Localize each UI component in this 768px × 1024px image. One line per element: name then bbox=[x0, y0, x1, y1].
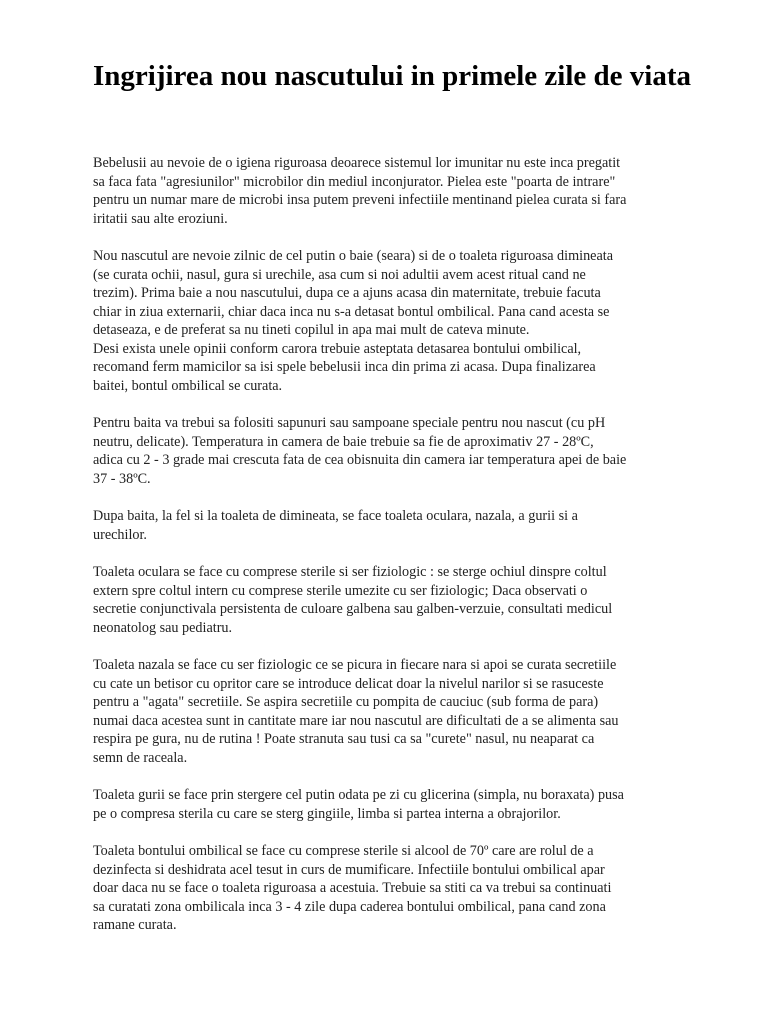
paragraph-umbilical-opinion bbox=[93, 340, 693, 396]
text-line: chiar in ziua externarii, chiar daca inca nu s-a detasat bontul ombilical. Pana cand acesta se bbox=[93, 303, 610, 320]
document-body bbox=[93, 154, 693, 954]
text-line: secretie conjunctivala persistenta de culoare galbena sau galben-verzuie, consultati medicul bbox=[93, 601, 613, 617]
text-line: iritatii sau alte eroziuni. bbox=[93, 210, 228, 227]
paragraph-after-bath bbox=[93, 507, 693, 544]
text-line: pentru un numar mare de microbi insa putem preveni infectiile mentinand pielea curata si fara bbox=[93, 192, 627, 208]
paragraph-umbilical-care bbox=[93, 842, 693, 935]
text-line: baitei, bontul ombilical se curata. bbox=[93, 377, 283, 394]
text-line: Toaleta gurii se face prin stergere cel putin odata pe zi cu glicerina (simpla, nu boraxata) pusa bbox=[93, 787, 624, 803]
text-line: sa curatati zona ombilicala inca 3 - 4 zile dupa caderea bontului ombilical, pana cand zona bbox=[93, 898, 606, 915]
document-title: Ingrijirea nou nascutului in primele zile de viata bbox=[93, 60, 691, 92]
text-line: detaseaza, e de preferat sa nu tineti copilul in apa mai mult de cateva minute. bbox=[93, 322, 530, 338]
text-line: neutru, delicate). Temperatura in camera de baie trebuie sa fie de aproximativ 27 - 28ºC, bbox=[93, 433, 594, 450]
text-line: dezinfecta si deshidrata acel tesut in curs de mumificare. Infectiile bontului ombilical apar bbox=[93, 861, 605, 878]
text-line: Dupa baita, la fel si la toaleta de dimineata, se face toaleta oculara, nazala, a gurii si a bbox=[93, 508, 578, 524]
text-line: neonatolog sau pediatru. bbox=[93, 619, 233, 636]
text-line: numai daca acestea sunt in cantitate mare iar nou nascutul are dificultati de a se alimenta sau bbox=[93, 712, 619, 729]
text-line: adica cu 2 - 3 grade mai crescuta fata de cea obisnuita din camera iar temperatura apei de baie bbox=[93, 452, 627, 468]
text-line: recomand ferm mamicilor sa isi spele bebelusii inca din prima zi acasa. Dupa finalizarea bbox=[93, 359, 596, 375]
text-line: doar daca nu se face o toaleta riguroasa a acestuia. Trebuie sa stiti ca va trebui sa continuati bbox=[93, 880, 612, 896]
text-line: cu cate un betisor cu opritor care se introduce delicat doar la nivelul narilor si se rasuceste bbox=[93, 675, 604, 692]
paragraph-first-bath bbox=[93, 247, 693, 340]
paragraph-mouth-care bbox=[93, 786, 693, 823]
paragraph-nose-care bbox=[93, 656, 693, 767]
paragraph-bath-products bbox=[93, 414, 693, 488]
text-line: extern spre coltul intern cu comprese sterile umezite cu ser fiziologic; Daca observati o bbox=[93, 582, 588, 599]
text-line: urechilor. bbox=[93, 526, 147, 543]
text-line: Toaleta oculara se face cu comprese sterile si ser fiziologic : se sterge ochiul dinspre coltul bbox=[93, 564, 607, 580]
text-line: Bebelusii au nevoie de o igiena riguroasa deoarece sistemul lor imunitar nu este inca pregatit bbox=[93, 155, 621, 171]
paragraph-eye-care bbox=[93, 563, 693, 637]
text-line: (se curata ochii, nasul, gura si urechile, asa cum si noi adultii avem acest ritual cand ne bbox=[93, 266, 586, 283]
text-line: Pentru baita va trebui sa folositi sapunuri sau sampoane speciale pentru nou nascut (cu pH bbox=[93, 415, 606, 431]
text-line: Desi exista unele opinii conform carora trebuie asteptata detasarea bontului ombilical, bbox=[93, 340, 582, 357]
text-line: Toaleta nazala se face cu ser fiziologic ce se picura in fiecare nara si apoi se curata secretiile bbox=[93, 657, 617, 673]
text-line: ramane curata. bbox=[93, 917, 177, 933]
text-line: Toaleta bontului ombilical se face cu comprese sterile si alcool de 70º care are rolul de a bbox=[93, 843, 594, 859]
text-line: 37 - 38ºC. bbox=[93, 470, 151, 487]
text-line: Nou nascutul are nevoie zilnic de cel putin o baie (seara) si de o toaleta riguroasa dimineata bbox=[93, 248, 613, 264]
paragraph-intro bbox=[93, 154, 693, 228]
text-line: pentru a "agata" secretiile. Se aspira secretiile cu pompita de cauciuc (sub forma de para) bbox=[93, 694, 599, 710]
text-line: pe o compresa sterila cu care se sterg gingiile, limba si partea interna a obrajorilor. bbox=[93, 805, 561, 822]
text-line: respira pe gura, nu de rutina ! Poate stranuta sau tusi ca sa "curete" nasul, nu neaparat ca bbox=[93, 731, 595, 747]
text-line: semn de raceala. bbox=[93, 749, 188, 766]
text-line: sa faca fata "agresiunilor" microbilor din mediul inconjurator. Pielea este "poarta de intrare" bbox=[93, 173, 616, 190]
text-line: trezim). Prima baie a nou nascutului, dupa ce a ajuns acasa din maternitate, trebuie facuta bbox=[93, 285, 601, 301]
